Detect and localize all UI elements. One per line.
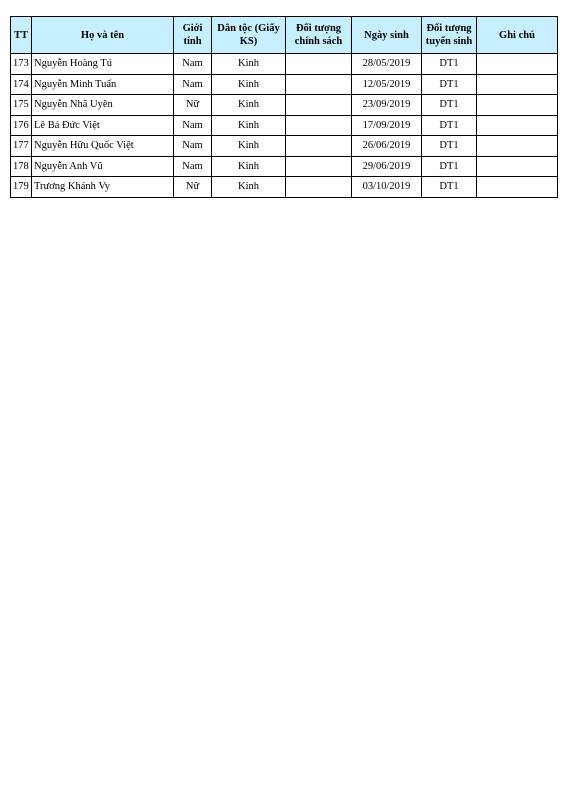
- cell-policy-group: [286, 156, 352, 177]
- cell-full-name: Nguyễn Minh Tuấn: [32, 74, 174, 95]
- cell-full-name: Lê Bá Đức Việt: [32, 115, 174, 136]
- cell-policy-group: [286, 115, 352, 136]
- cell-gender: Nam: [174, 115, 212, 136]
- cell-birth-date: 29/06/2019: [352, 156, 422, 177]
- table-row: [11, 156, 558, 177]
- cell-tt: 177: [11, 136, 32, 157]
- cell-policy-group: [286, 177, 352, 198]
- header-gender: Giới tính: [174, 17, 212, 54]
- cell-full-name: Nguyễn Anh Vũ: [32, 156, 174, 177]
- header-admission-group: Đối tượng tuyển sinh: [422, 17, 477, 54]
- cell-notes: [477, 136, 558, 157]
- cell-policy-group: [286, 54, 352, 75]
- cell-full-name: Nguyễn Hoàng Tú: [32, 54, 174, 75]
- cell-birth-date: 26/06/2019: [352, 136, 422, 157]
- cell-ethnicity: Kinh: [212, 74, 286, 95]
- cell-admission-group: DT1: [422, 95, 477, 116]
- cell-notes: [477, 177, 558, 198]
- cell-birth-date: 12/05/2019: [352, 74, 422, 95]
- table-row: [11, 54, 558, 75]
- cell-gender: Nữ: [174, 95, 212, 116]
- cell-ethnicity: Kinh: [212, 95, 286, 116]
- cell-notes: [477, 156, 558, 177]
- cell-gender: Nam: [174, 156, 212, 177]
- student-roster-table: [10, 16, 558, 198]
- table-row: [11, 95, 558, 116]
- cell-full-name: Trương Khánh Vy: [32, 177, 174, 198]
- header-tt: TT: [11, 17, 32, 54]
- cell-birth-date: 17/09/2019: [352, 115, 422, 136]
- cell-ethnicity: Kinh: [212, 54, 286, 75]
- cell-tt: 175: [11, 95, 32, 116]
- table-row: [11, 74, 558, 95]
- cell-gender: Nam: [174, 74, 212, 95]
- cell-ethnicity: Kinh: [212, 156, 286, 177]
- cell-birth-date: 03/10/2019: [352, 177, 422, 198]
- cell-ethnicity: Kinh: [212, 177, 286, 198]
- header-policy-group: Đối tượng chính sách: [286, 17, 352, 54]
- cell-gender: Nam: [174, 54, 212, 75]
- cell-notes: [477, 115, 558, 136]
- cell-ethnicity: Kinh: [212, 136, 286, 157]
- header-full-name: Họ và tên: [32, 17, 174, 54]
- cell-admission-group: DT1: [422, 177, 477, 198]
- cell-tt: 173: [11, 54, 32, 75]
- header-birth-date: Ngày sinh: [352, 17, 422, 54]
- cell-policy-group: [286, 136, 352, 157]
- header-ethnicity: Dân tộc (Giấy KS): [212, 17, 286, 54]
- header-notes: Ghi chú: [477, 17, 558, 54]
- cell-policy-group: [286, 95, 352, 116]
- cell-full-name: Nguyễn Hữu Quốc Việt: [32, 136, 174, 157]
- table-row: [11, 136, 558, 157]
- cell-admission-group: DT1: [422, 54, 477, 75]
- table-body: [11, 54, 558, 198]
- table-row: [11, 177, 558, 198]
- table-header-row: [11, 17, 558, 54]
- cell-notes: [477, 54, 558, 75]
- cell-admission-group: DT1: [422, 156, 477, 177]
- cell-ethnicity: Kinh: [212, 115, 286, 136]
- cell-tt: 178: [11, 156, 32, 177]
- cell-tt: 179: [11, 177, 32, 198]
- cell-admission-group: DT1: [422, 115, 477, 136]
- cell-gender: Nữ: [174, 177, 212, 198]
- table-row: [11, 115, 558, 136]
- cell-admission-group: DT1: [422, 74, 477, 95]
- cell-birth-date: 28/05/2019: [352, 54, 422, 75]
- cell-notes: [477, 74, 558, 95]
- cell-admission-group: DT1: [422, 136, 477, 157]
- cell-tt: 176: [11, 115, 32, 136]
- cell-policy-group: [286, 74, 352, 95]
- cell-notes: [477, 95, 558, 116]
- cell-birth-date: 23/09/2019: [352, 95, 422, 116]
- cell-gender: Nam: [174, 136, 212, 157]
- cell-tt: 174: [11, 74, 32, 95]
- cell-full-name: Nguyễn Nhã Uyên: [32, 95, 174, 116]
